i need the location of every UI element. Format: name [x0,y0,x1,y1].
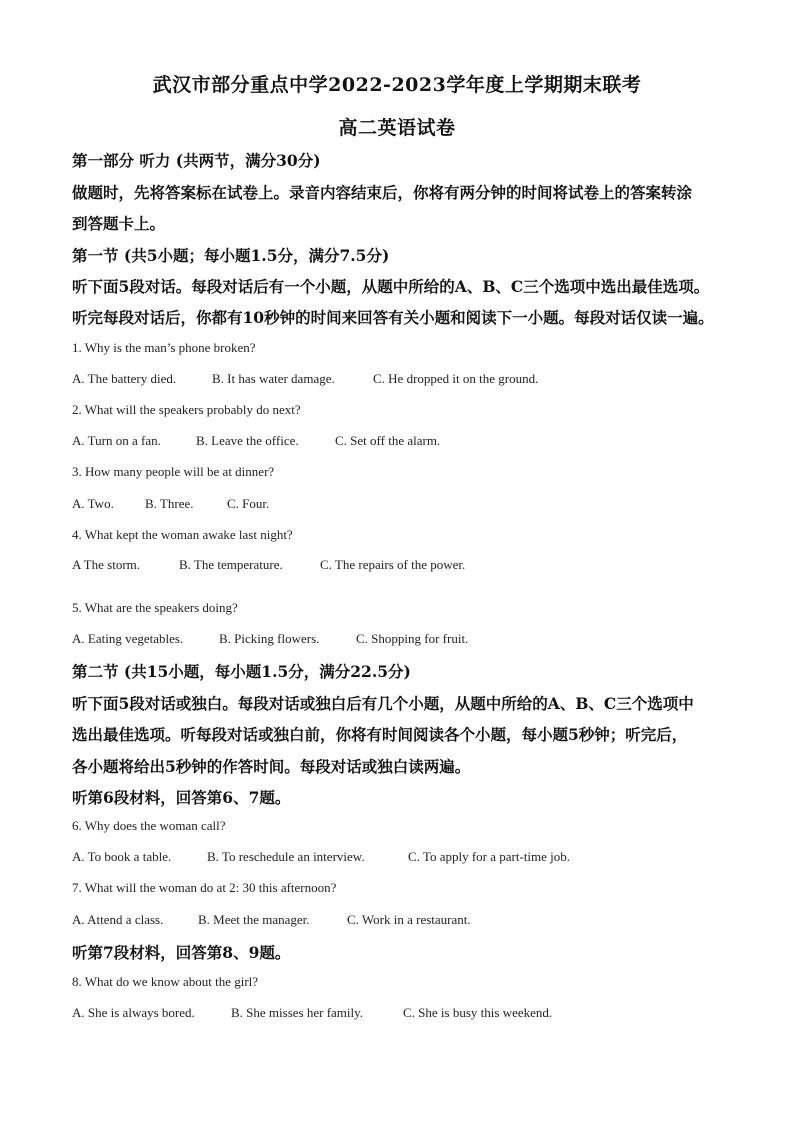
question-2-option-b: B. Leave the office. [196,433,299,448]
question-1-option-a: A. The battery died. [72,371,177,386]
question-5-option-c: C. Shopping for fruit. [356,631,469,646]
part1-heading: 第一部分 听力 (共两节，满分30分) [72,151,321,170]
section1-instruction-line-1: 听下面5段对话。每段对话后有一个小题，从题中所给的A、B、C三个选项中选出最佳选项。 [72,277,710,296]
part1-intro-line-2: 到答题卡上。 [72,214,166,233]
question-1: 1. Why is the man’s phone broken? [72,340,256,355]
question-3-option-b: B. Three. [145,496,194,511]
question-2-option-c: C. Set off the alarm. [335,433,441,448]
question-6-option-b: B. To reschedule an interview. [207,849,365,864]
question-4-option-a: A The storm. [72,557,141,572]
section2-instruction-line-3: 各小题将给出5秒钟的作答时间。每段对话或独白读两遍。 [72,757,471,776]
question-7: 7. What will the woman do at 2: 30 this afternoon? [72,880,337,895]
section1-heading: 第一节 (共5小题；每小题1.5分，满分7.5分) [72,246,390,265]
exam-title: 武汉市部分重点中学2022-2023学年度上学期期末联考 [152,74,642,96]
question-6-option-c: C. To apply for a part-time job. [408,849,571,864]
section2-instruction-line-2: 选出最佳选项。听每段对话或独白前，你将有时间阅读各个小题，每小题5秒钟；听完后， [72,725,688,744]
question-2-option-a: A. Turn on a fan. [72,433,161,448]
question-6: 6. Why does the woman call? [72,818,226,833]
question-6-option-a: A. To book a table. [72,849,172,864]
question-4: 4. What kept the woman awake last night? [72,527,293,542]
question-2: 2. What will the speakers probably do next? [72,402,301,417]
question-3-option-a: A. Two. [72,496,114,511]
material-7-heading: 听第7段材料，回答第8、9题。 [72,943,291,962]
question-8-option-b: B. She misses her family. [231,1005,364,1020]
question-1-option-b: B. It has water damage. [212,371,335,386]
section2-instruction-line-1: 听下面5段对话或独白。每段对话或独白后有几个小题，从题中所给的A、B、C三个选项中 [72,694,694,713]
exam-subtitle: 高二英语试卷 [338,117,456,139]
question-5-option-b: B. Picking flowers. [219,631,320,646]
question-5: 5. What are the speakers doing? [72,600,238,615]
question-8-option-a: A. She is always bored. [72,1005,195,1020]
question-3: 3. How many people will be at dinner? [72,464,275,479]
section2-heading: 第二节 (共15小题，每小题1.5分，满分22.5分) [72,662,411,681]
question-8: 8. What do we know about the girl? [72,974,259,989]
question-7-option-a: A. Attend a class. [72,912,164,927]
part1-intro-line-1: 做题时，先将答案标在试卷上。录音内容结束后，你将有两分钟的时间将试卷上的答案转涂 [72,183,693,202]
question-3-option-c: C. Four. [227,496,270,511]
material-6-heading: 听第6段材料，回答第6、7题。 [72,788,291,807]
question-4-option-b: B. The temperature. [179,557,283,572]
question-5-option-a: A. Eating vegetables. [72,631,184,646]
question-8-option-c: C. She is busy this weekend. [403,1005,553,1020]
section1-instruction-line-2: 听完每段对话后，你都有10秒钟的时间来回答有关小题和阅读下一小题。每段对话仅读一遍。 [72,308,714,327]
question-4-option-c: C. The repairs of the power. [320,557,466,572]
question-7-option-b: B. Meet the manager. [198,912,310,927]
question-7-option-c: C. Work in a restaurant. [347,912,471,927]
question-1-option-c: C. He dropped it on the ground. [373,371,539,386]
